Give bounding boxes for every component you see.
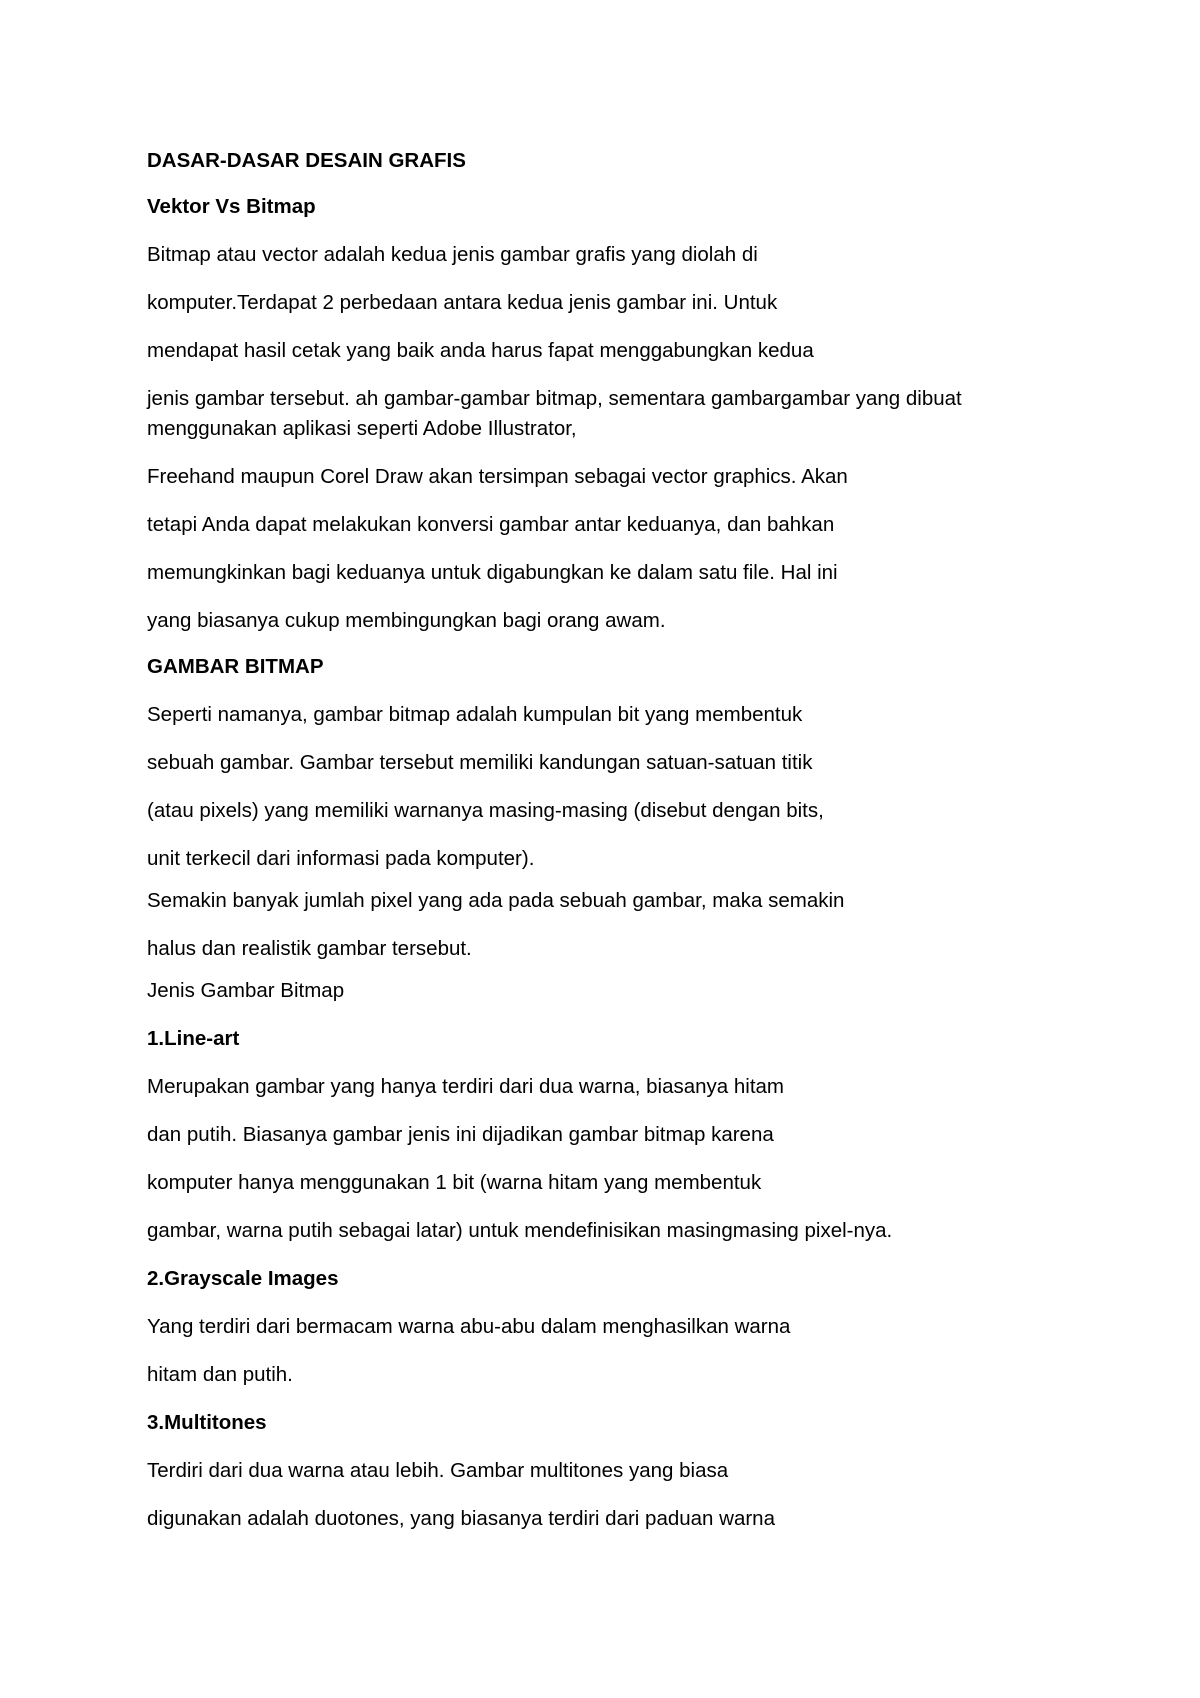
paragraph-line: Merupakan gambar yang hanya terdiri dari dua warna, biasanya hitam [147,1075,785,1098]
paragraph-line: hitam dan putih. [147,1363,293,1386]
subheading-jenis-gambar: Jenis Gambar Bitmap [147,979,345,1002]
paragraph-line: Seperti namanya, gambar bitmap adalah kumpulan bit yang membentuk [147,703,803,726]
item-heading-multitones: 3.Multitones [147,1411,267,1434]
paragraph-line: unit terkecil dari informasi pada komputer). [147,847,535,870]
document-subtitle: Vektor Vs Bitmap [147,195,316,218]
paragraph-line: tetapi Anda dapat melakukan konversi gambar antar keduanya, dan bahkan [147,513,835,536]
paragraph-line: komputer.Terdapat 2 perbedaan antara kedua jenis gambar ini. Untuk [147,291,778,314]
paragraph-line: yang biasanya cukup membingungkan bagi orang awam. [147,609,666,632]
paragraph-line: halus dan realistik gambar tersebut. [147,937,472,960]
item-heading-grayscale: 2.Grayscale Images [147,1267,339,1290]
paragraph-line: sebuah gambar. Gambar tersebut memiliki kandungan satuan-satuan titik [147,751,813,774]
item-heading-line-art: 1.Line-art [147,1027,240,1050]
paragraph-line: jenis gambar tersebut. ah gambar-gambar bitmap, sementara gambargambar yang dibuat menggunakan aplikasi seperti Adobe Illustrator, [147,387,962,440]
paragraph-line: gambar, warna putih sebagai latar) untuk mendefinisikan masingmasing pixel-nya. [147,1219,893,1242]
paragraph-line: digunakan adalah duotones, yang biasanya terdiri dari paduan warna [147,1507,775,1530]
paragraph-line: (atau pixels) yang memiliki warnanya masing-masing (disebut dengan bits, [147,799,824,822]
paragraph-line: mendapat hasil cetak yang baik anda harus fapat menggabungkan kedua [147,339,814,362]
paragraph-line: Bitmap atau vector adalah kedua jenis gambar grafis yang diolah di [147,243,758,266]
paragraph-line: komputer hanya menggunakan 1 bit (warna hitam yang membentuk [147,1171,762,1194]
section-heading-bitmap: GAMBAR BITMAP [147,655,324,678]
paragraph-line: dan putih. Biasanya gambar jenis ini dijadikan gambar bitmap karena [147,1123,774,1146]
document-body [147,146,1047,1552]
paragraph-line: memungkinkan bagi keduanya untuk digabungkan ke dalam satu file. Hal ini [147,561,838,584]
paragraph-line: Semakin banyak jumlah pixel yang ada pada sebuah gambar, maka semakin [147,889,845,912]
paragraph-line: Freehand maupun Corel Draw akan tersimpan sebagai vector graphics. Akan [147,465,848,488]
paragraph-line: Yang terdiri dari bermacam warna abu-abu dalam menghasilkan warna [147,1315,791,1338]
paragraph-line: Terdiri dari dua warna atau lebih. Gambar multitones yang biasa [147,1459,729,1482]
document-title: DASAR-DASAR DESAIN GRAFIS [147,149,466,172]
